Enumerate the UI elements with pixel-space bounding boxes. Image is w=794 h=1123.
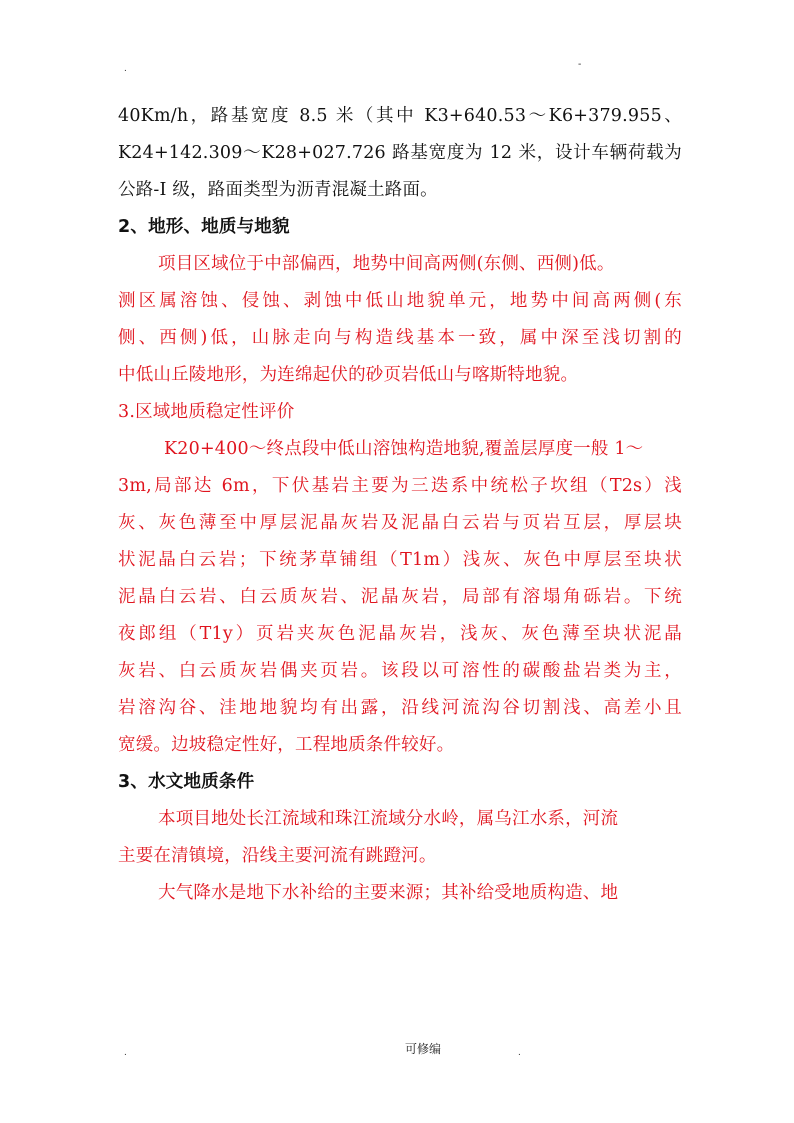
- document-body: [118, 98, 682, 912]
- section3-eval-heading: 3.区域地质稳定性评价: [118, 402, 295, 422]
- section2-line-2: 测区属溶蚀、侵蚀、剥蚀中低山地貌单元，地势中间高两侧(东: [118, 291, 682, 311]
- section3-eval-line-4: 状泥晶白云岩；下统茅草铺组（T1m）浅灰、灰色中厚层至块状: [118, 550, 682, 570]
- section3-eval-line-9: 宽缓。边坡稳定性好，工程地质条件较好。: [118, 735, 455, 755]
- intro-line-1: 40Km/h，路基宽度 8.5 米（其中 K3+640.53～K6+379.955、: [118, 106, 682, 126]
- section3-eval-line-1: K20+400～终点段中低山溶蚀构造地貌,覆盖层厚度一般 1～: [164, 439, 644, 459]
- section3-eval-line-3: 灰、灰色薄至中厚层泥晶灰岩及泥晶白云岩与页岩互层，厚层块: [118, 513, 682, 533]
- section3-hydro-heading: 3、水文地质条件: [118, 772, 255, 792]
- footer-right-mark: .: [518, 1047, 521, 1058]
- footer-left-mark: .: [124, 1047, 127, 1058]
- hydro-para1-line-1: 本项目地处长江流域和珠江流域分水岭，属乌江水系，河流: [158, 809, 619, 829]
- section2-line-1: 项目区域位于中部偏西，地势中间高两侧(东侧、西侧)低。: [158, 254, 615, 274]
- intro-line-2: K24+142.309～K28+027.726 路基宽度为 12 米，设计车辆荷载为: [118, 143, 682, 163]
- intro-line-3: 公路-I 级，路面类型为沥青混凝土路面。: [118, 180, 438, 200]
- section2-line-3: 侧、西侧)低，山脉走向与构造线基本一致，属中深至浅切割的: [118, 328, 682, 348]
- section2-line-4: 中低山丘陵地形，为连绵起伏的砂页岩低山与喀斯特地貌。: [118, 365, 579, 385]
- section3-eval-line-5: 泥晶白云岩、白云质灰岩、泥晶灰岩，局部有溶塌角砾岩。下统: [118, 587, 682, 607]
- section3-eval-line-8: 岩溶沟谷、洼地地貌均有出露，沿线河流沟谷切割浅、高差小且: [118, 698, 682, 718]
- hydro-para2-line-1: 大气降水是地下水补给的主要来源；其补给受地质构造、地: [158, 883, 619, 903]
- section3-eval-line-7: 灰岩、白云质灰岩偶夹页岩。该段以可溶性的碳酸盐岩类为主，: [118, 661, 682, 681]
- section3-eval-line-6: 夜郎组（T1y）页岩夹灰色泥晶灰岩，浅灰、灰色薄至块状泥晶: [118, 624, 682, 644]
- header-right-mark: -: [578, 59, 582, 70]
- section2-heading: 2、地形、地质与地貌: [118, 217, 290, 237]
- header-left-mark: .: [124, 63, 127, 74]
- hydro-para1-line-2: 主要在清镇境，沿线主要河流有跳蹬河。: [118, 846, 437, 866]
- section3-eval-line-2: 3m,局部达 6m，下伏基岩主要为三迭系中统松子坎组（T2s）浅: [118, 476, 682, 496]
- footer-editable-label: 可修编: [405, 1042, 442, 1056]
